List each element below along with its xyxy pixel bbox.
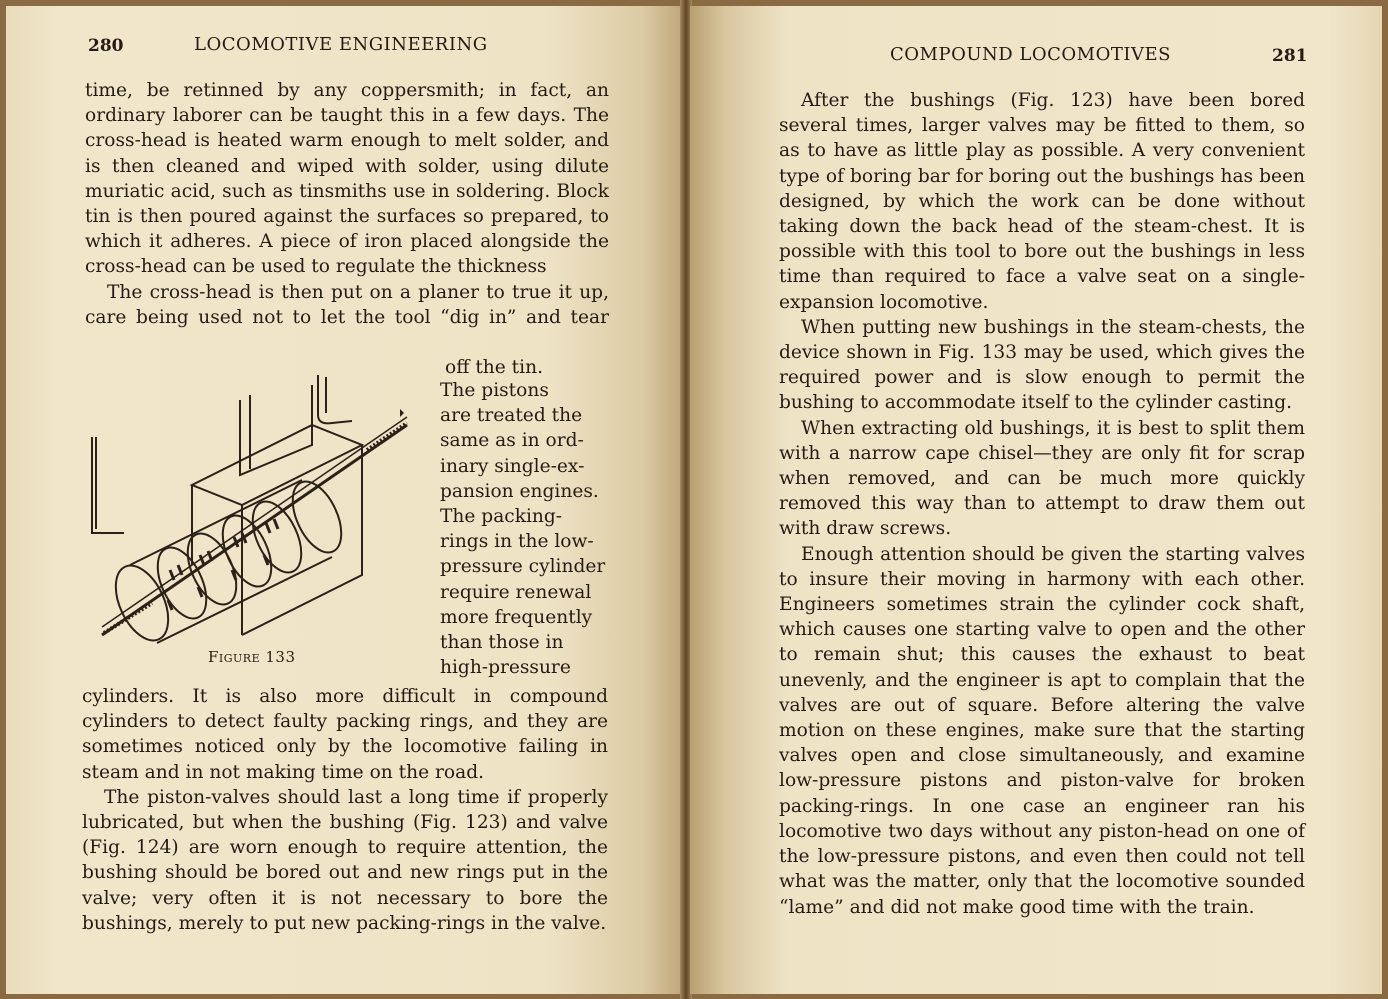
- left-paragraph-2: The cross-head is then put on a planer to true it up, care being used not to let the tool “dig in” and tear: [85, 281, 609, 328]
- left-paragraph-3: cylinders. It is also more difficult in compound cylinders to detect faulty packing rings, and they are sometimes noticed only by the locomotive failing in steam and in not making time on the road.: [82, 686, 608, 783]
- left-paragraph-1: time, be retinned by any coppersmith; in fact, an ordinary laborer can be taught this in a few days. The cross-head is heated warm enough to melt solder, and is then cleaned and wiped with solder, using dilute muriatic acid, such as tinsmiths use in soldering. Block tin is then poured against the surfaces so prepared, to which it adheres. A piece of iron placed alongside the cross-head can be used to regulate the thickness: [85, 80, 609, 278]
- boring-device-drawing: [82, 365, 434, 685]
- left-page-number: 280: [88, 36, 124, 56]
- wrapped-line: pansion engines.: [440, 480, 599, 502]
- right-page-number: 281: [1272, 46, 1308, 66]
- right-paragraph-4: Enough attention should be given the starting valves to insure their moving in harmony with each other. Engineers sometimes strain the cylinder cock shaft, which causes one starting valve to open and the other to remain shut; this causes the exhaust to beat unevenly, and the engineer is apt to complain that the valves are out of square. Before altering the valve motion on these engines, make sure that the starting valves open and close simultaneously, and examine low-pressure pistons and piston-valve for broken packing-rings. In one case an engineer ran his locomotive two days without any piston-head on one of the low-pressure pistons, and even then could not tell what was the matter, only that the locomotive sounded “lame” and did not make good time with the train.: [779, 543, 1305, 918]
- wrapped-line: The pistons: [440, 380, 549, 401]
- left-running-head: LOCOMOTIVE ENGINEERING: [194, 34, 488, 55]
- wrapped-line: inary single-ex-: [440, 455, 585, 477]
- figure-caption: Figure 133: [208, 648, 296, 666]
- wrapped-line: require renewal: [440, 581, 592, 603]
- wrapped-line: The packing-: [440, 506, 563, 528]
- left-text-block-bottom: [82, 684, 608, 936]
- left-paragraph-2-end: off the tin.: [445, 357, 543, 378]
- wrapped-text-column: [440, 378, 608, 680]
- wrapped-line: high-pressure: [440, 657, 571, 679]
- wrapped-line: more frequently: [440, 606, 593, 628]
- wrapped-line: rings in the low-: [440, 531, 594, 553]
- right-running-head: COMPOUND LOCOMOTIVES: [890, 44, 1171, 65]
- wrapped-line: are treated the: [440, 405, 583, 427]
- right-text-block: [779, 88, 1305, 920]
- wrapped-line: pressure cylinder: [440, 556, 606, 578]
- wrapped-line: same as in ord-: [440, 430, 584, 452]
- left-paragraph-4: The piston-valves should last a long time if properly lubricated, but when the bushing (Fig. 123) and valve (Fig. 124) are worn enough to require attention, the bushing should be bored out and new rings put in the valve; very often it is not necessary to bore the bushings, merely to put new packing-rings in the valve.: [82, 786, 608, 934]
- figure-133-illustration: [82, 365, 434, 685]
- right-paragraph-1: After the bushings (Fig. 123) have been bored several times, larger valves may be fitted to them, so as to have as little play as possible. A very convenient type of boring bar for boring out the bushings has been designed, by which the work can be done without taking down the back head of the steam-chest. It is possible with this tool to bore out the bushings in less time than required to face a valve seat on a single-expansion locomotive.: [779, 90, 1305, 313]
- right-paragraph-2: When putting new bushings in the steam-chests, the device shown in Fig. 133 may be used, which gives the required power and is slow enough to permit the bushing to accommodate itself to the cylinder casting.: [779, 316, 1305, 414]
- left-text-block-top: [85, 78, 609, 330]
- right-paragraph-3: When extracting old bushings, it is best to split them with a narrow cape chisel—they are only fit for scrap when removed, and can be much more quickly removed this way than to attempt to draw them out with draw screws.: [779, 417, 1305, 540]
- wrapped-line: than those in: [440, 632, 564, 654]
